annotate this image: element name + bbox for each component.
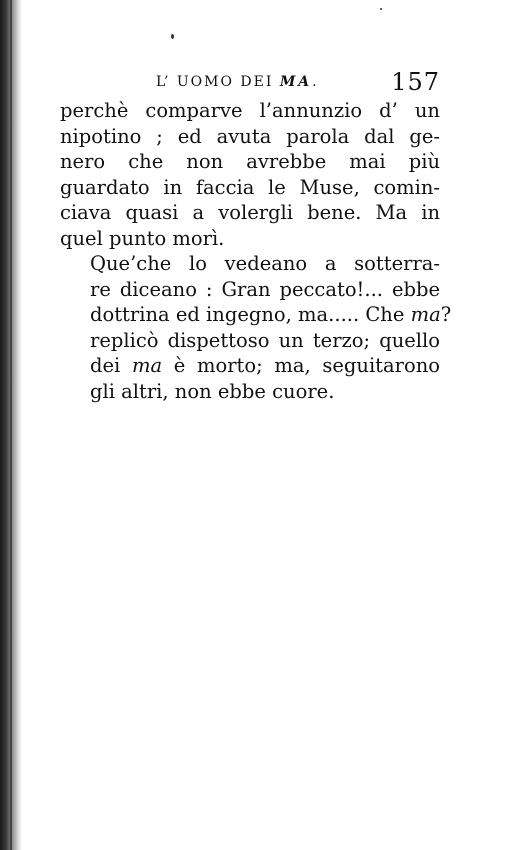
paragraph-2 [60, 251, 452, 404]
text-line: quel punto morì. [60, 226, 225, 250]
page-content [60, 68, 452, 404]
text-line: ciava quasi a volergli bene. Ma in [60, 201, 440, 224]
text-line: perchè comparve l’annunzio d’ un [60, 99, 440, 122]
paragraph-1 [60, 98, 440, 251]
text-line [60, 353, 440, 379]
text-line: nipotino ; ed avuta parola dal ge- [60, 124, 440, 148]
text-segment: è morto; ma, seguitarono [162, 354, 440, 377]
text-segment: dei [90, 354, 132, 377]
running-header [60, 70, 440, 94]
text-line: Que’che lo vedeano a sotterra- [90, 252, 440, 275]
running-title-prefix: L’ UOMO DEI [156, 74, 280, 90]
text-line: nero che non avrebbe mai più [60, 150, 440, 173]
page-binding-line [10, 0, 12, 850]
ink-speck [380, 8, 382, 10]
text-segment: ? [440, 303, 452, 326]
running-title-emphasis: MA [279, 74, 313, 90]
body-text [60, 98, 452, 404]
page-number: 157 [391, 68, 440, 96]
text-line: re diceano : Gran peccato!... ebbe [90, 277, 440, 301]
text-line: guardato in faccia le Muse, comin- [60, 175, 440, 199]
italic-word: ma [131, 354, 163, 377]
ink-speck [171, 34, 174, 39]
running-title [156, 74, 319, 90]
italic-word: ma [410, 303, 441, 326]
text-line [60, 302, 452, 328]
text-line: gli altri, non ebbe cuore. [90, 379, 335, 403]
text-segment: dottrina ed ingegno, ma..... Che [90, 303, 411, 326]
text-line: replicò dispettoso un terzo; quello [90, 328, 440, 352]
running-title-suffix: . [312, 74, 319, 90]
